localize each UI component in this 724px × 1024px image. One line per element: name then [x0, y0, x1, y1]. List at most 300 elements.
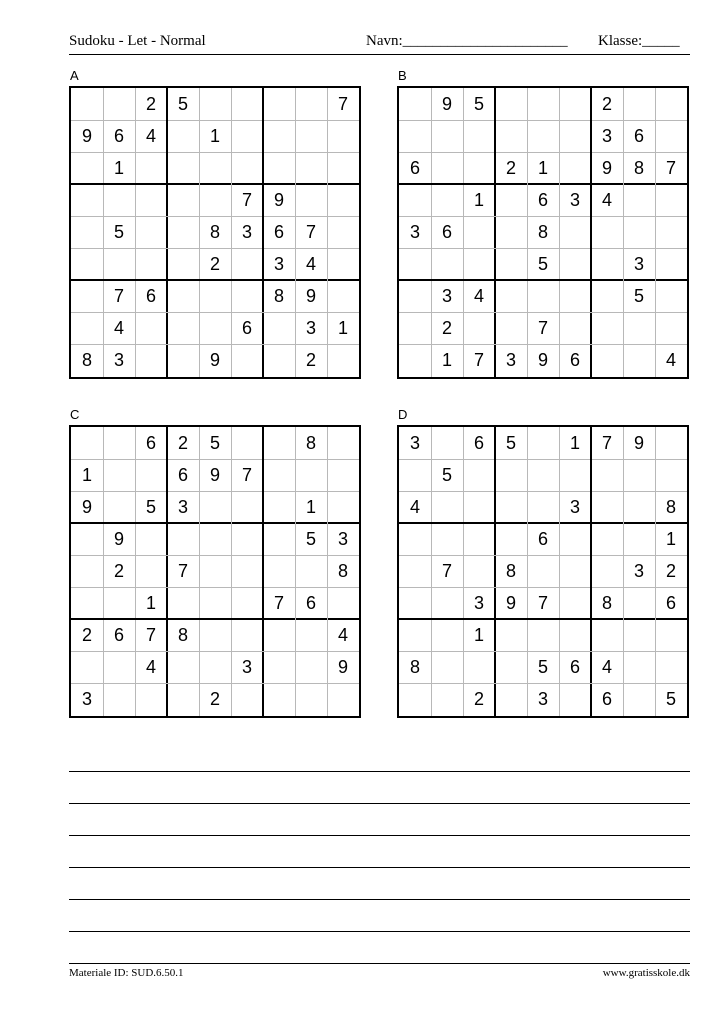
- sudoku-cell[interactable]: [135, 248, 167, 280]
- sudoku-cell: 7: [537, 317, 548, 338]
- sudoku-cell: 2: [81, 624, 92, 645]
- sudoku-cell[interactable]: [327, 248, 359, 280]
- sudoku-cell[interactable]: [399, 344, 431, 376]
- sudoku-cell[interactable]: [559, 120, 591, 152]
- sudoku-cell: 1: [209, 125, 220, 146]
- sudoku-cell[interactable]: [527, 280, 559, 312]
- writing-line: [69, 771, 690, 772]
- sudoku-cell: 5: [633, 285, 644, 306]
- sudoku-cell[interactable]: [559, 619, 591, 651]
- sudoku-cell: 6: [241, 317, 252, 338]
- sudoku-cell[interactable]: [495, 280, 527, 312]
- sudoku-cell[interactable]: [495, 120, 527, 152]
- sudoku-cell[interactable]: [559, 587, 591, 619]
- sudoku-cell[interactable]: [623, 459, 655, 491]
- sudoku-cell: 9: [601, 157, 612, 178]
- sudoku-grid: [69, 425, 361, 718]
- sudoku-cell[interactable]: [71, 184, 103, 216]
- sudoku-cell[interactable]: [231, 619, 263, 651]
- sudoku-cell: 6: [273, 221, 284, 242]
- sudoku-cell[interactable]: [71, 216, 103, 248]
- sudoku-cell[interactable]: [231, 523, 263, 555]
- sudoku-cell[interactable]: [231, 344, 263, 376]
- sudoku-cell: 7: [537, 592, 548, 613]
- sudoku-cell[interactable]: [431, 587, 463, 619]
- sudoku-cell[interactable]: [103, 88, 135, 120]
- sudoku-cell[interactable]: [463, 120, 495, 152]
- sudoku-cell[interactable]: [167, 523, 199, 555]
- sudoku-cell[interactable]: [655, 120, 687, 152]
- sudoku-cell[interactable]: [199, 651, 231, 683]
- sudoku-cell[interactable]: [327, 491, 359, 523]
- sudoku-cell: 2: [209, 688, 220, 709]
- sudoku-grid: [69, 86, 361, 379]
- sudoku-cell: 5: [305, 528, 316, 549]
- sudoku-cell[interactable]: [263, 683, 295, 715]
- sudoku-cell[interactable]: [135, 344, 167, 376]
- sudoku-cell[interactable]: [559, 280, 591, 312]
- sudoku-cell[interactable]: [103, 491, 135, 523]
- sudoku-cell[interactable]: [167, 280, 199, 312]
- sudoku-cell[interactable]: [591, 459, 623, 491]
- sudoku-cell[interactable]: [71, 280, 103, 312]
- sudoku-cell[interactable]: [559, 555, 591, 587]
- sudoku-cell: 5: [145, 496, 156, 517]
- sudoku-cell[interactable]: [167, 120, 199, 152]
- sudoku-cell[interactable]: [463, 651, 495, 683]
- sudoku-cell[interactable]: [559, 523, 591, 555]
- sudoku-cell[interactable]: [591, 280, 623, 312]
- sudoku-cell[interactable]: [199, 280, 231, 312]
- sudoku-cell: 7: [473, 349, 484, 370]
- header-divider: [69, 54, 690, 55]
- sudoku-cell[interactable]: [327, 427, 359, 459]
- sudoku-cell[interactable]: [399, 523, 431, 555]
- puzzle-label: C: [70, 407, 80, 422]
- sudoku-cell[interactable]: [135, 312, 167, 344]
- sudoku-cell: 6: [177, 464, 188, 485]
- sudoku-cell[interactable]: [231, 248, 263, 280]
- sudoku-cell[interactable]: [231, 587, 263, 619]
- sudoku-cell[interactable]: [655, 216, 687, 248]
- sudoku-cell[interactable]: [167, 344, 199, 376]
- sudoku-cell: 7: [665, 157, 676, 178]
- sudoku-cell: 8: [81, 349, 92, 370]
- sudoku-cell: 3: [113, 349, 124, 370]
- sudoku-cell[interactable]: [591, 491, 623, 523]
- sudoku-cell[interactable]: [327, 120, 359, 152]
- sudoku-cell: 5: [113, 221, 124, 242]
- sudoku-cell[interactable]: [135, 523, 167, 555]
- sudoku-cell[interactable]: [463, 152, 495, 184]
- sudoku-cell: 6: [113, 624, 124, 645]
- sudoku-cell[interactable]: [399, 555, 431, 587]
- sudoku-cell[interactable]: [559, 312, 591, 344]
- sudoku-cell[interactable]: [431, 683, 463, 715]
- sudoku-cell: 1: [305, 496, 316, 517]
- sudoku-cell: 8: [505, 560, 516, 581]
- sudoku-cell: 9: [633, 432, 644, 453]
- sudoku-cell[interactable]: [327, 344, 359, 376]
- sudoku-cell[interactable]: [495, 651, 527, 683]
- sudoku-cell[interactable]: [295, 555, 327, 587]
- writing-line: [69, 931, 690, 932]
- sudoku-cell[interactable]: [591, 555, 623, 587]
- sudoku-cell[interactable]: [295, 120, 327, 152]
- sudoku-cell[interactable]: [199, 523, 231, 555]
- sudoku-cell[interactable]: [559, 459, 591, 491]
- sudoku-cell[interactable]: [591, 248, 623, 280]
- sudoku-cell[interactable]: [167, 216, 199, 248]
- sudoku-cell[interactable]: [431, 120, 463, 152]
- sudoku-cell[interactable]: [103, 683, 135, 715]
- sudoku-cell[interactable]: [167, 184, 199, 216]
- sudoku-cell: 6: [145, 432, 156, 453]
- sudoku-cell[interactable]: [623, 683, 655, 715]
- sudoku-grid: [397, 86, 689, 379]
- sudoku-cell: 5: [177, 93, 188, 114]
- sudoku-cell[interactable]: [591, 523, 623, 555]
- sudoku-cell: 8: [337, 560, 348, 581]
- sudoku-cell[interactable]: [623, 491, 655, 523]
- sudoku-cell[interactable]: [527, 120, 559, 152]
- sudoku-cell[interactable]: [463, 216, 495, 248]
- sudoku-cell[interactable]: [623, 344, 655, 376]
- sudoku-cell: 8: [177, 624, 188, 645]
- sudoku-cell[interactable]: [495, 523, 527, 555]
- sudoku-cell: 7: [145, 624, 156, 645]
- sudoku-cell[interactable]: [263, 427, 295, 459]
- sudoku-cell: 2: [113, 560, 124, 581]
- sudoku-cell[interactable]: [655, 459, 687, 491]
- sudoku-cell: 2: [177, 432, 188, 453]
- sudoku-cell[interactable]: [559, 248, 591, 280]
- sudoku-cell[interactable]: [463, 459, 495, 491]
- sudoku-cell[interactable]: [167, 312, 199, 344]
- sudoku-cell[interactable]: [463, 248, 495, 280]
- page-header: [69, 33, 690, 53]
- sudoku-cell[interactable]: [71, 523, 103, 555]
- sudoku-cell: 4: [113, 317, 124, 338]
- sudoku-cell: 6: [145, 285, 156, 306]
- sudoku-cell[interactable]: [327, 184, 359, 216]
- sudoku-cell[interactable]: [71, 312, 103, 344]
- sudoku-cell: 6: [113, 125, 124, 146]
- sudoku-cell[interactable]: [559, 88, 591, 120]
- sudoku-cell[interactable]: [559, 683, 591, 715]
- sudoku-cell: 3: [441, 285, 452, 306]
- sudoku-cell: 1: [113, 157, 124, 178]
- sudoku-cell[interactable]: [199, 312, 231, 344]
- sudoku-cell: 4: [665, 349, 676, 370]
- sudoku-cell: 9: [505, 592, 516, 613]
- sudoku-cell[interactable]: [399, 120, 431, 152]
- sudoku-cell[interactable]: [495, 312, 527, 344]
- sudoku-cell[interactable]: [399, 280, 431, 312]
- sudoku-cell[interactable]: [399, 184, 431, 216]
- sudoku-cell[interactable]: [655, 248, 687, 280]
- sudoku-cell[interactable]: [495, 248, 527, 280]
- sudoku-cell[interactable]: [263, 88, 295, 120]
- sudoku-cell: 3: [337, 528, 348, 549]
- sudoku-cell[interactable]: [655, 651, 687, 683]
- sudoku-cell: 8: [273, 285, 284, 306]
- sudoku-cell: 7: [241, 464, 252, 485]
- sudoku-cell: 3: [241, 656, 252, 677]
- sudoku-cell[interactable]: [263, 491, 295, 523]
- sudoku-cell: 3: [409, 221, 420, 242]
- sudoku-cell[interactable]: [135, 216, 167, 248]
- sudoku-cell: 3: [505, 349, 516, 370]
- sudoku-cell: 8: [665, 496, 676, 517]
- sudoku-cell[interactable]: [655, 88, 687, 120]
- sudoku-cell: 5: [441, 464, 452, 485]
- sudoku-cell[interactable]: [591, 344, 623, 376]
- sudoku-cell[interactable]: [327, 152, 359, 184]
- sudoku-cell[interactable]: [263, 523, 295, 555]
- sudoku-cell[interactable]: [295, 152, 327, 184]
- sudoku-cell[interactable]: [591, 216, 623, 248]
- sudoku-cell[interactable]: [655, 280, 687, 312]
- sudoku-cell[interactable]: [591, 312, 623, 344]
- name-field: Navn:______________________: [366, 33, 568, 49]
- sudoku-cell[interactable]: [231, 88, 263, 120]
- sudoku-cell: 5: [537, 253, 548, 274]
- sudoku-cell[interactable]: [71, 88, 103, 120]
- sudoku-cell[interactable]: [103, 248, 135, 280]
- sudoku-cell: 3: [633, 253, 644, 274]
- sudoku-cell[interactable]: [591, 619, 623, 651]
- sudoku-cell[interactable]: [463, 523, 495, 555]
- sudoku-cell[interactable]: [71, 555, 103, 587]
- sudoku-cell[interactable]: [199, 619, 231, 651]
- sudoku-cell[interactable]: [263, 120, 295, 152]
- sudoku-cell[interactable]: [431, 523, 463, 555]
- sudoku-cell: 7: [113, 285, 124, 306]
- sudoku-cell[interactable]: [559, 216, 591, 248]
- website-link: www.gratisskole.dk: [602, 967, 690, 979]
- sudoku-cell[interactable]: [431, 427, 463, 459]
- sudoku-cell[interactable]: [135, 459, 167, 491]
- sudoku-cell[interactable]: [327, 459, 359, 491]
- sudoku-cell: 9: [81, 125, 92, 146]
- sudoku-cell[interactable]: [559, 152, 591, 184]
- sudoku-cell[interactable]: [327, 587, 359, 619]
- sudoku-cell[interactable]: [295, 459, 327, 491]
- sudoku-cell[interactable]: [327, 683, 359, 715]
- sudoku-cell[interactable]: [263, 651, 295, 683]
- sudoku-cell[interactable]: [263, 619, 295, 651]
- sudoku-cell[interactable]: [199, 152, 231, 184]
- sudoku-cell[interactable]: [399, 587, 431, 619]
- sudoku-cell[interactable]: [655, 184, 687, 216]
- sudoku-cell[interactable]: [495, 459, 527, 491]
- sudoku-cell: 1: [81, 464, 92, 485]
- sudoku-cell[interactable]: [623, 216, 655, 248]
- sudoku-cell[interactable]: [135, 184, 167, 216]
- sudoku-cell[interactable]: [103, 459, 135, 491]
- sudoku-cell: 4: [145, 125, 156, 146]
- sudoku-cell[interactable]: [231, 555, 263, 587]
- sudoku-cell[interactable]: [399, 619, 431, 651]
- sudoku-cell[interactable]: [103, 184, 135, 216]
- sudoku-cell[interactable]: [495, 184, 527, 216]
- sudoku-cell[interactable]: [399, 459, 431, 491]
- sudoku-cell: 8: [409, 656, 420, 677]
- sudoku-cell[interactable]: [263, 344, 295, 376]
- sudoku-cell: 7: [601, 432, 612, 453]
- sudoku-cell: 3: [473, 592, 484, 613]
- sudoku-cell[interactable]: [527, 619, 559, 651]
- sudoku-cell: 2: [505, 157, 516, 178]
- sudoku-cell: 3: [241, 221, 252, 242]
- material-id: Materiale ID: SUD.6.50.1: [69, 967, 184, 979]
- sudoku-cell: 3: [409, 432, 420, 453]
- sudoku-cell[interactable]: [231, 427, 263, 459]
- sudoku-cell: 7: [177, 560, 188, 581]
- sudoku-cell[interactable]: [71, 248, 103, 280]
- sudoku-cell: 1: [665, 528, 676, 549]
- sudoku-cell[interactable]: [295, 651, 327, 683]
- sudoku-cell: 9: [113, 528, 124, 549]
- sudoku-cell[interactable]: [623, 619, 655, 651]
- sudoku-cell: 5: [537, 656, 548, 677]
- sudoku-cell[interactable]: [463, 312, 495, 344]
- sudoku-cell[interactable]: [263, 312, 295, 344]
- sudoku-cell[interactable]: [623, 312, 655, 344]
- sudoku-cell[interactable]: [623, 88, 655, 120]
- sudoku-cell: 1: [441, 349, 452, 370]
- sudoku-cell: 8: [537, 221, 548, 242]
- sudoku-cell[interactable]: [263, 555, 295, 587]
- sudoku-cell[interactable]: [199, 184, 231, 216]
- sudoku-cell[interactable]: [327, 280, 359, 312]
- sudoku-cell[interactable]: [527, 427, 559, 459]
- sudoku-cell[interactable]: [71, 651, 103, 683]
- sudoku-cell[interactable]: [623, 587, 655, 619]
- sudoku-cell: 8: [633, 157, 644, 178]
- sudoku-cell[interactable]: [495, 683, 527, 715]
- sudoku-cell[interactable]: [623, 523, 655, 555]
- sudoku-cell[interactable]: [431, 491, 463, 523]
- sudoku-cell[interactable]: [199, 88, 231, 120]
- sudoku-cell[interactable]: [103, 651, 135, 683]
- sudoku-cell: 9: [273, 189, 284, 210]
- sudoku-cell[interactable]: [399, 683, 431, 715]
- sudoku-cell[interactable]: [199, 587, 231, 619]
- sudoku-cell[interactable]: [263, 152, 295, 184]
- sudoku-cell[interactable]: [231, 152, 263, 184]
- sudoku-cell: 5: [505, 432, 516, 453]
- sudoku-cell[interactable]: [167, 587, 199, 619]
- sudoku-cell[interactable]: [623, 651, 655, 683]
- sudoku-cell[interactable]: [527, 555, 559, 587]
- sudoku-cell[interactable]: [431, 248, 463, 280]
- sudoku-cell[interactable]: [655, 312, 687, 344]
- sudoku-cell[interactable]: [431, 619, 463, 651]
- sudoku-cell[interactable]: [135, 152, 167, 184]
- sudoku-cell: 7: [273, 592, 284, 613]
- sudoku-cell[interactable]: [231, 683, 263, 715]
- sudoku-cell[interactable]: [199, 555, 231, 587]
- sudoku-cell: 7: [241, 189, 252, 210]
- sudoku-cell[interactable]: [431, 184, 463, 216]
- sudoku-cell[interactable]: [71, 587, 103, 619]
- sudoku-cell[interactable]: [655, 427, 687, 459]
- sudoku-cell: 5: [473, 93, 484, 114]
- sudoku-cell[interactable]: [495, 88, 527, 120]
- sudoku-cell[interactable]: [399, 88, 431, 120]
- puzzle-label: D: [398, 407, 408, 422]
- sudoku-cell[interactable]: [231, 491, 263, 523]
- sudoku-cell[interactable]: [495, 491, 527, 523]
- sudoku-cell[interactable]: [103, 587, 135, 619]
- sudoku-cell[interactable]: [71, 152, 103, 184]
- sudoku-cell[interactable]: [327, 216, 359, 248]
- sudoku-cell[interactable]: [135, 683, 167, 715]
- sudoku-cell[interactable]: [431, 651, 463, 683]
- sudoku-cell[interactable]: [167, 651, 199, 683]
- sudoku-cell[interactable]: [399, 312, 431, 344]
- sudoku-cell[interactable]: [167, 683, 199, 715]
- sudoku-cell: 6: [537, 528, 548, 549]
- sudoku-cell[interactable]: [527, 459, 559, 491]
- sudoku-cell[interactable]: [495, 619, 527, 651]
- class-field: Klasse:_____: [598, 33, 680, 49]
- sudoku-cell[interactable]: [263, 459, 295, 491]
- sudoku-cell[interactable]: [399, 248, 431, 280]
- sudoku-cell[interactable]: [431, 152, 463, 184]
- sudoku-cell[interactable]: [463, 491, 495, 523]
- sudoku-cell[interactable]: [199, 491, 231, 523]
- sudoku-cell: 7: [337, 93, 348, 114]
- sudoku-cell[interactable]: [527, 491, 559, 523]
- sudoku-cell: 9: [305, 285, 316, 306]
- sudoku-cell[interactable]: [655, 619, 687, 651]
- sudoku-cell: 6: [569, 656, 580, 677]
- sudoku-cell: 6: [633, 125, 644, 146]
- sudoku-cell: 5: [665, 688, 676, 709]
- sudoku-cell: 2: [305, 349, 316, 370]
- sudoku-cell: 8: [305, 432, 316, 453]
- sudoku-cell[interactable]: [231, 120, 263, 152]
- sudoku-cell: 8: [209, 221, 220, 242]
- sudoku-cell: 4: [145, 656, 156, 677]
- sudoku-cell: 9: [337, 656, 348, 677]
- sudoku-cell[interactable]: [463, 555, 495, 587]
- sudoku-cell[interactable]: [527, 88, 559, 120]
- writing-line: [69, 803, 690, 804]
- sudoku-cell: 1: [473, 624, 484, 645]
- sudoku-cell[interactable]: [495, 216, 527, 248]
- sudoku-cell: 1: [537, 157, 548, 178]
- sudoku-cell[interactable]: [167, 248, 199, 280]
- sudoku-cell[interactable]: [231, 280, 263, 312]
- sudoku-cell[interactable]: [295, 683, 327, 715]
- sudoku-cell: 6: [665, 592, 676, 613]
- sudoku-cell[interactable]: [103, 427, 135, 459]
- sudoku-cell: 4: [305, 253, 316, 274]
- sudoku-cell[interactable]: [295, 184, 327, 216]
- sudoku-cell[interactable]: [295, 88, 327, 120]
- sudoku-cell[interactable]: [135, 555, 167, 587]
- sudoku-cell[interactable]: [295, 619, 327, 651]
- sudoku-cell: 3: [273, 253, 284, 274]
- sudoku-cell[interactable]: [167, 152, 199, 184]
- sudoku-cell[interactable]: [71, 427, 103, 459]
- sudoku-cell: 7: [441, 560, 452, 581]
- sudoku-cell[interactable]: [623, 184, 655, 216]
